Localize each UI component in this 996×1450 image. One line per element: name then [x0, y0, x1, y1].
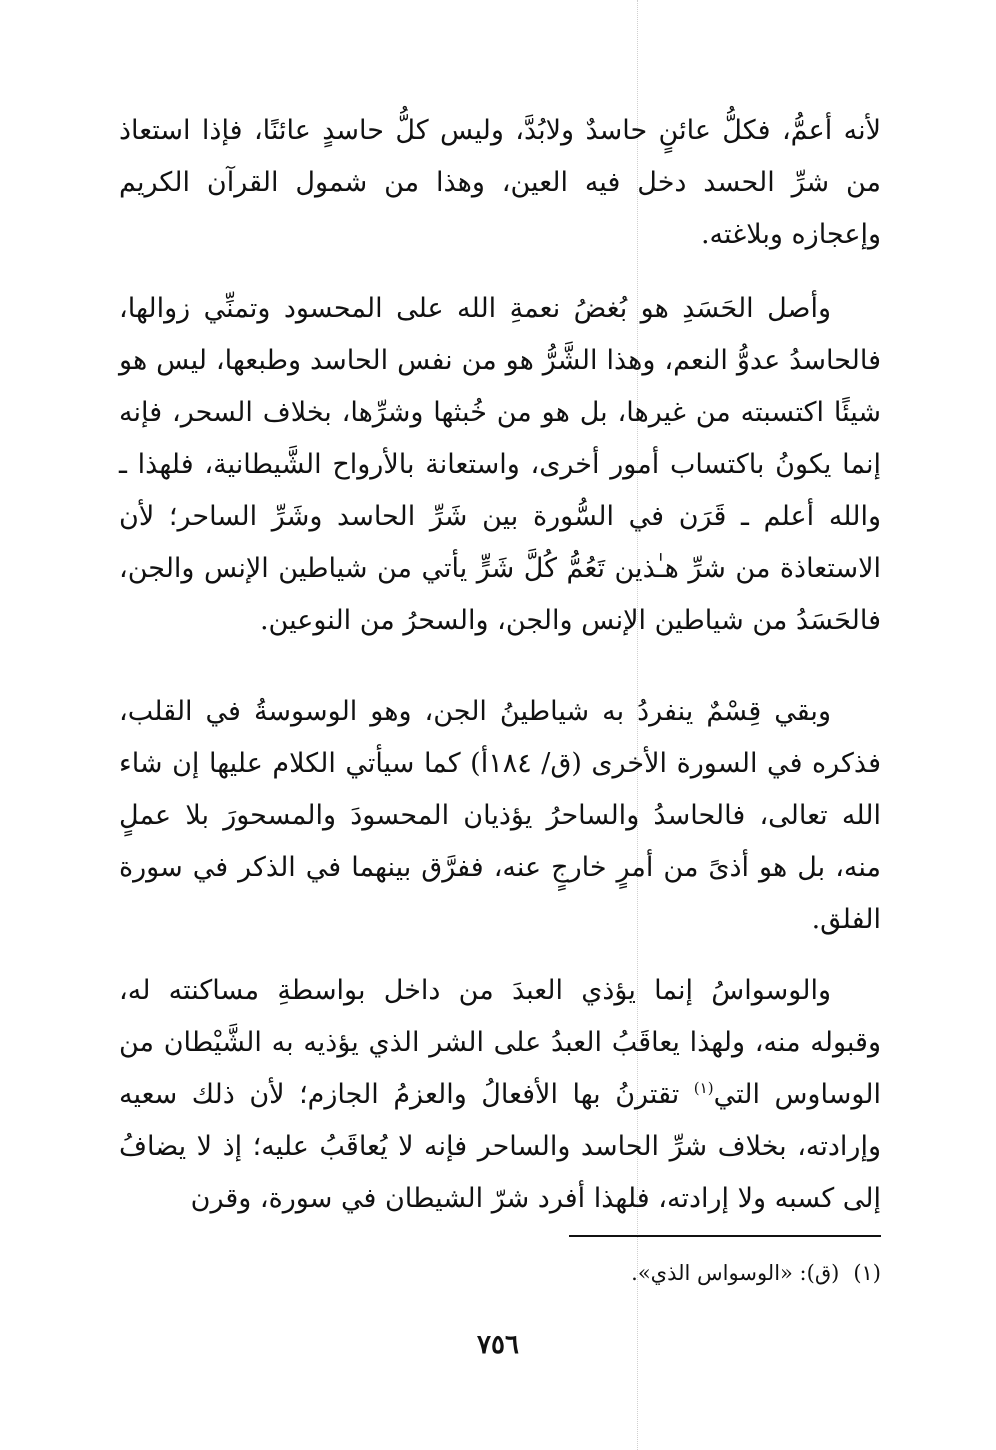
paragraph-4-text-before: والوسواسُ إنما يؤذي العبدَ من داخل بواسطةِ مساكنته له، وقبوله منه، ولهذا يعاقَبُ العبدُ على الشر الذي يؤذيه به الشَّيْطان من الوساوس التي	[119, 975, 881, 1110]
footnote	[119, 1257, 881, 1289]
footnote-reference[interactable]: (١)	[693, 1079, 714, 1097]
paragraph-3: وبقي قِسْمٌ ينفردُ به شياطينُ الجن، وهو الوسوسةُ في القلب، فذكره في السورة الأخرى (ق/ ١٨٤أ) كما سيأتي الكلام عليها إن شاء الله تعالى، فالحاسدُ والساحرُ يؤذيان المحسودَ والمسحورَ بلا عملٍ منه، بل هو أذىً من أمرٍ خارجٍ عنه، ففرَّق بينهما في الذكر في سورة الفلق.	[119, 696, 881, 935]
paragraph-4-text-after: تقترنُ بها الأفعالُ والعزمُ الجازم؛ لأن ذلك سعيه وإرادته، بخلاف شرِّ الحاسد والساحر فإنه لا يُعاقَبُ عليه؛ إذ لا يضافُ إلى كسبه ولا إرادته، فلهذا أفرد شرّ الشيطان في سورة، وقرن	[119, 1079, 881, 1214]
paragraph-1: لأنه أعمُّ، فكلُّ عائنٍ حاسدٌ ولابُدَّ، وليس كلُّ حاسدٍ عائنًا، فإذا استعاذ من شرِّ الحسد دخل فيه العين، وهذا من شمول القرآن الكريم وإعجازه وبلاغته.	[119, 115, 881, 250]
page-number: ٧٥٦	[477, 1330, 519, 1360]
footnote-number: (١)	[853, 1261, 881, 1285]
paragraph-4	[119, 965, 881, 1225]
paragraph-2: وأصل الحَسَدِ هو بُغضُ نعمةِ الله على المحسود وتمنِّي زوالها، فالحاسدُ عدوُّ النعم، وهذا الشَّرُّ هو من نفس الحاسد وطبعها، ليس هو شيئًا اكتسبته من غيرها، بل هو من خُبثها وشرِّها، بخلاف السحر، فإنه إنما يكونُ باكتساب أمور أخرى، واستعانة بالأرواح الشَّيطانية، فلهذا ـ والله أعلم ـ قَرَن في السُّورة بين شَرِّ الحاسد وشَرِّ الساحر؛ لأن الاستعاذة من شرِّ هـٰذين تَعُمُّ كُلَّ شَرٍّ يأتي من شياطين الإنس والجن، فالحَسَدُ من شياطين الإنس والجن، والسحرُ من النوعين.	[119, 293, 881, 636]
footnote-divider	[569, 1235, 881, 1237]
footnote-text: (ق): «الوسواس الذي».	[631, 1261, 840, 1285]
